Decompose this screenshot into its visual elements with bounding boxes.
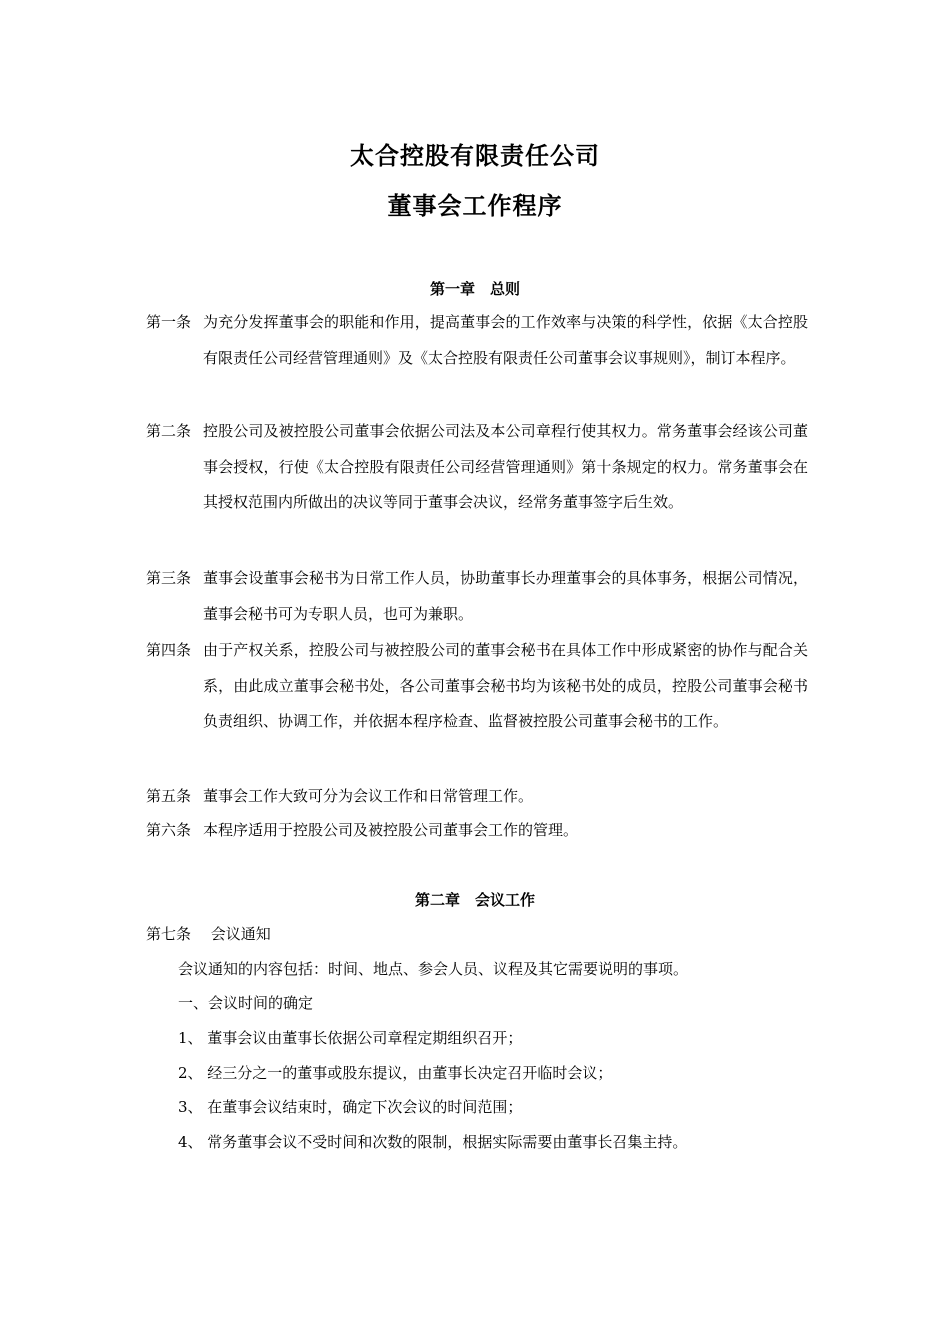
article-number: 第六条: [146, 821, 192, 839]
article-text: 为充分发挥董事会的职能和作用，提高董事会的工作效率与决策的科学性，依据《太合控股有限责任公司经营管理通则》及《太合控股有限责任公司董事会议事规则》，制订本程序。: [203, 313, 808, 367]
article-text: 控股公司及被控股公司董事会依据公司法及本公司章程行使其权力。常务董事会经该公司董事会授权，行使《太合控股有限责任公司经营管理通则》第十条规定的权力。常务董事会在其授权范围内所做出的决议等同于董事会决议，经常务董事签字后生效。: [203, 422, 808, 511]
meeting-notice-intro: 会议通知的内容包括：时间、地点、参会人员、议程及其它需要说明的事项。: [178, 960, 689, 978]
list-item: 3、 在董事会议结束时，确定下次会议的时间范围；: [178, 1098, 523, 1116]
article-text: 由于产权关系，控股公司与被控股公司的董事会秘书在具体工作中形成紧密的协作与配合关系，由此成立董事会秘书处，各公司董事会秘书均为该秘书处的成员，控股公司董事会秘书负责组织、协调工作，并依据本程序检查、监督被控股公司董事会秘书的工作。: [203, 641, 808, 730]
article-3: [146, 561, 808, 632]
article-text: 董事会设董事会秘书为日常工作人员，协助董事长办理董事会的具体事务，根据公司情况，董事会秘书可为专职人员，也可为兼职。: [203, 569, 808, 623]
article-4: [146, 633, 808, 740]
article-number: 第二条: [146, 422, 192, 440]
chapter-2-heading: 第二章 会议工作: [414, 891, 535, 909]
article-1: [146, 305, 808, 376]
article-2: [146, 414, 808, 521]
article-7-title: 第七条 会议通知: [146, 925, 271, 943]
article-text: 董事会工作大致可分为会议工作和日常管理工作。: [203, 787, 534, 805]
article-number: 第三条: [146, 569, 192, 587]
section-heading: 一、会议时间的确定: [178, 994, 314, 1012]
chapter-1-heading: 第一章 总则: [429, 280, 520, 298]
article-number: 第五条: [146, 787, 192, 805]
document-title-procedure: 董事会工作程序: [387, 192, 563, 220]
list-item: 4、 常务董事会议不受时间和次数的限制，根据实际需要由董事长召集主持。: [178, 1133, 688, 1151]
list-item: 1、 董事会议由董事长依据公司章程定期组织召开；: [178, 1029, 523, 1047]
list-item: 2、 经三分之一的董事或股东提议，由董事长决定召开临时会议；: [178, 1064, 613, 1082]
document-title-company: 太合控股有限责任公司: [350, 142, 600, 170]
article-5: [146, 779, 808, 815]
article-number: 第四条: [146, 641, 192, 659]
article-6: [146, 813, 808, 849]
article-text: 本程序适用于控股公司及被控股公司董事会工作的管理。: [203, 821, 579, 839]
article-number: 第一条: [146, 313, 192, 331]
